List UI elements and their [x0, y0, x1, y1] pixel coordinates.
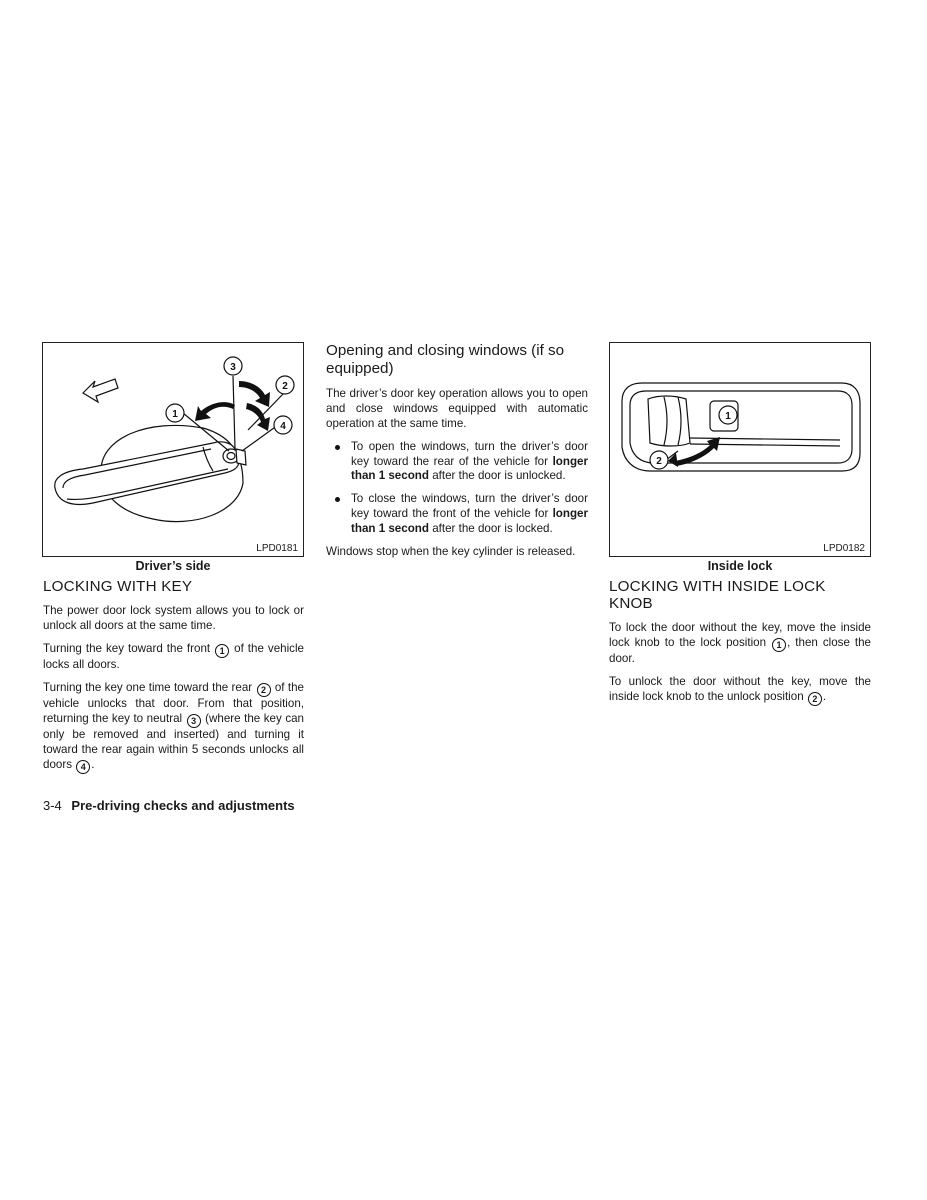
paragraph: Turning the key toward the front 1 of the vehicle locks all doors. [43, 642, 304, 672]
bullet-icon [335, 497, 340, 502]
left-column [43, 578, 304, 782]
subsection-heading: Opening and closing windows (if so equipped) [326, 342, 565, 377]
middle-column [326, 342, 588, 568]
callout-1: 1 [725, 411, 731, 422]
callout-2: 2 [656, 456, 662, 467]
drivers-side-figure [42, 342, 304, 557]
right-column [609, 578, 871, 714]
paragraph: Turning the key one time toward the rear 2 of the vehicle unlocks that door. From that position, returning the key to neutral 3 (where the key can only be removed and inserted) and turning it toward the rear again within 5 seconds unlocks all doors 4 . [43, 681, 305, 772]
circled-number: 3 [187, 714, 201, 728]
inside-lock-figure [609, 342, 871, 557]
callout-2: 2 [282, 381, 288, 392]
page-number: 3-4 [43, 798, 62, 813]
list-item: To open the windows, turn the driver’s door key toward the rear of the vehicle for longer than 1 second after the door is unlocked. [326, 440, 588, 484]
figure-code: LPD0181 [256, 543, 298, 554]
figure-caption: Inside lock [707, 559, 773, 573]
paragraph: The driver’s door key operation allows you to open and close windows equipped with automatic operation at the same time. [326, 387, 588, 430]
circled-number: 1 [772, 638, 786, 652]
bullet-list [326, 440, 588, 537]
callout-4: 4 [280, 421, 286, 432]
bullet-icon [335, 445, 340, 450]
callout-3: 3 [230, 362, 236, 373]
callout-1: 1 [172, 409, 178, 420]
figure-caption: Driver’s side [135, 559, 211, 573]
list-item: To close the windows, turn the driver’s door key toward the front of the vehicle for longer than 1 second after the door is locked. [326, 492, 588, 536]
paragraph: The power door lock system allows you to lock or unlock all doors at the same time. [43, 604, 304, 632]
figure-code: LPD0182 [823, 543, 865, 554]
circled-number: 1 [215, 644, 229, 658]
circled-number: 2 [808, 692, 822, 706]
inside-lock-knob-illustration [610, 343, 870, 556]
paragraph: Windows stop when the key cylinder is released. [326, 544, 576, 558]
paragraph: To unlock the door without the key, move the inside lock knob to the unlock position 2 . [609, 675, 871, 704]
section-title: Pre-driving checks and adjustments [71, 798, 295, 813]
section-heading: LOCKING WITH INSIDE LOCK KNOB [609, 578, 826, 612]
door-handle-key-illustration [43, 343, 303, 556]
circled-number: 2 [257, 683, 271, 697]
circled-number: 4 [76, 760, 90, 774]
paragraph: To lock the door without the key, move the inside lock knob to the lock position 1 , then close the door. [609, 621, 871, 665]
section-heading: LOCKING WITH KEY [43, 578, 193, 595]
page-footer [43, 798, 295, 813]
